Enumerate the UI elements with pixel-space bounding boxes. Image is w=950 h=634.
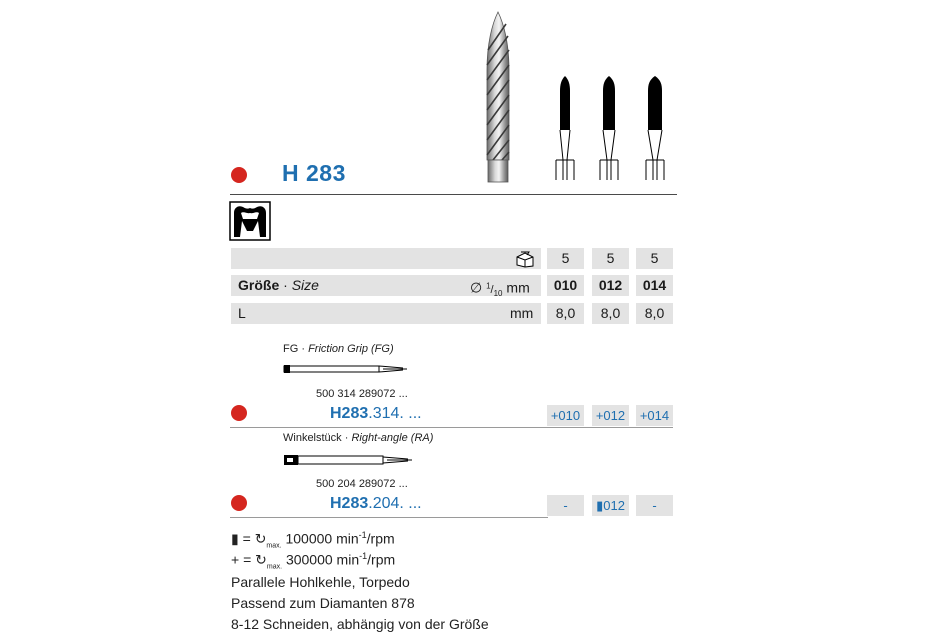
- bur-outline-012: [597, 75, 621, 183]
- description-line: 8-12 Schneiden, abhängig von der Größe: [231, 616, 489, 632]
- pack-cell: 5: [547, 248, 584, 269]
- size-label-en: Size: [291, 277, 319, 293]
- ra-type-en: Right-angle (RA): [351, 432, 434, 444]
- speed-exp: -1: [359, 551, 368, 561]
- size-unit-text: mm: [506, 279, 530, 296]
- ra-code-bold: H283: [330, 495, 369, 512]
- product-title: H 283: [282, 160, 346, 186]
- ra-variant-cell[interactable]: -: [636, 495, 673, 516]
- length-row-bar: [231, 303, 541, 324]
- fg-type-label: [283, 343, 394, 355]
- bur-outline-014: [643, 75, 667, 183]
- size-label: [238, 275, 319, 296]
- length-unit: mm: [510, 305, 534, 321]
- speed-exp: -1: [358, 530, 367, 540]
- speed-unit: /rpm: [366, 530, 395, 547]
- fg-code-bold: H283: [330, 405, 369, 422]
- pack-row-bar: [231, 248, 541, 269]
- tooth-indication-icon: [229, 201, 271, 241]
- fg-ref-number: 500 314 289072 ...: [316, 388, 408, 400]
- length-cell: 8,0: [592, 303, 629, 324]
- header-divider: [230, 194, 677, 195]
- speed-eq: =: [239, 551, 256, 568]
- size-cell: 010: [547, 275, 584, 296]
- description-line: Passend zum Diamanten 878: [231, 595, 415, 611]
- length-cell: 8,0: [547, 303, 584, 324]
- size-label-sep: ·: [279, 277, 292, 293]
- length-cell: 8,0: [636, 303, 673, 324]
- fg-code-rest: .314. ...: [368, 405, 422, 422]
- pack-cell: 5: [592, 248, 629, 269]
- speed-symbol-block: ▮: [231, 530, 239, 547]
- size-cell: 012: [592, 275, 629, 296]
- speed-value: 100000 min: [281, 530, 359, 547]
- ra-ref-number: 500 204 289072 ...: [316, 478, 408, 490]
- rotation-icon: ↻: [255, 551, 267, 568]
- ra-shank-icon: [283, 452, 413, 468]
- speed-symbol-plus: +: [231, 551, 240, 568]
- ra-type-de: Winkelstück: [283, 432, 342, 444]
- size-label-de: Größe: [238, 277, 280, 293]
- fg-type-de: FG: [283, 343, 299, 355]
- status-dot-fg: [231, 405, 247, 421]
- ra-variant-cell[interactable]: -: [547, 495, 584, 516]
- ra-order-code: [330, 495, 422, 513]
- speed-unit: /rpm: [367, 551, 396, 568]
- size-unit: [470, 275, 530, 304]
- speed-max: max.: [266, 563, 283, 571]
- bur-outline-010: [553, 75, 577, 183]
- pack-cell: 5: [636, 248, 673, 269]
- speed-eq: =: [238, 530, 255, 547]
- fg-type-sep: ·: [298, 343, 309, 355]
- tenth-fraction: $^1/_{10}$: [486, 281, 503, 298]
- speed-value: 300000 min: [282, 551, 360, 568]
- fg-type-en: Friction Grip (FG): [308, 343, 394, 355]
- speed-line-ra: [231, 551, 395, 570]
- ra-type-sep: ·: [341, 432, 352, 444]
- fg-variant-cell[interactable]: +010: [547, 405, 584, 426]
- description-line: Parallele Hohlkehle, Torpedo: [231, 574, 410, 590]
- fg-shank-icon: [283, 362, 408, 376]
- bur-illustration-large: [478, 10, 518, 185]
- diameter-symbol: ∅: [470, 279, 483, 296]
- speed-max: max.: [266, 542, 282, 550]
- ra-divider: [230, 517, 548, 518]
- speed-line-fg: [231, 530, 395, 549]
- ra-code-rest: .204. ...: [368, 495, 422, 512]
- fg-order-code: [330, 405, 422, 423]
- length-label: L: [238, 305, 246, 321]
- ra-variant-cell[interactable]: ▮012: [592, 495, 629, 516]
- fg-variant-cell[interactable]: +012: [592, 405, 629, 426]
- fg-divider: [230, 427, 673, 428]
- package-icon: [515, 250, 535, 268]
- size-cell: 014: [636, 275, 673, 296]
- status-dot-ra: [231, 495, 247, 511]
- status-dot-header: [231, 167, 247, 183]
- ra-type-label: [283, 432, 433, 444]
- rotation-icon: ↻: [254, 530, 267, 547]
- fg-variant-cell[interactable]: +014: [636, 405, 673, 426]
